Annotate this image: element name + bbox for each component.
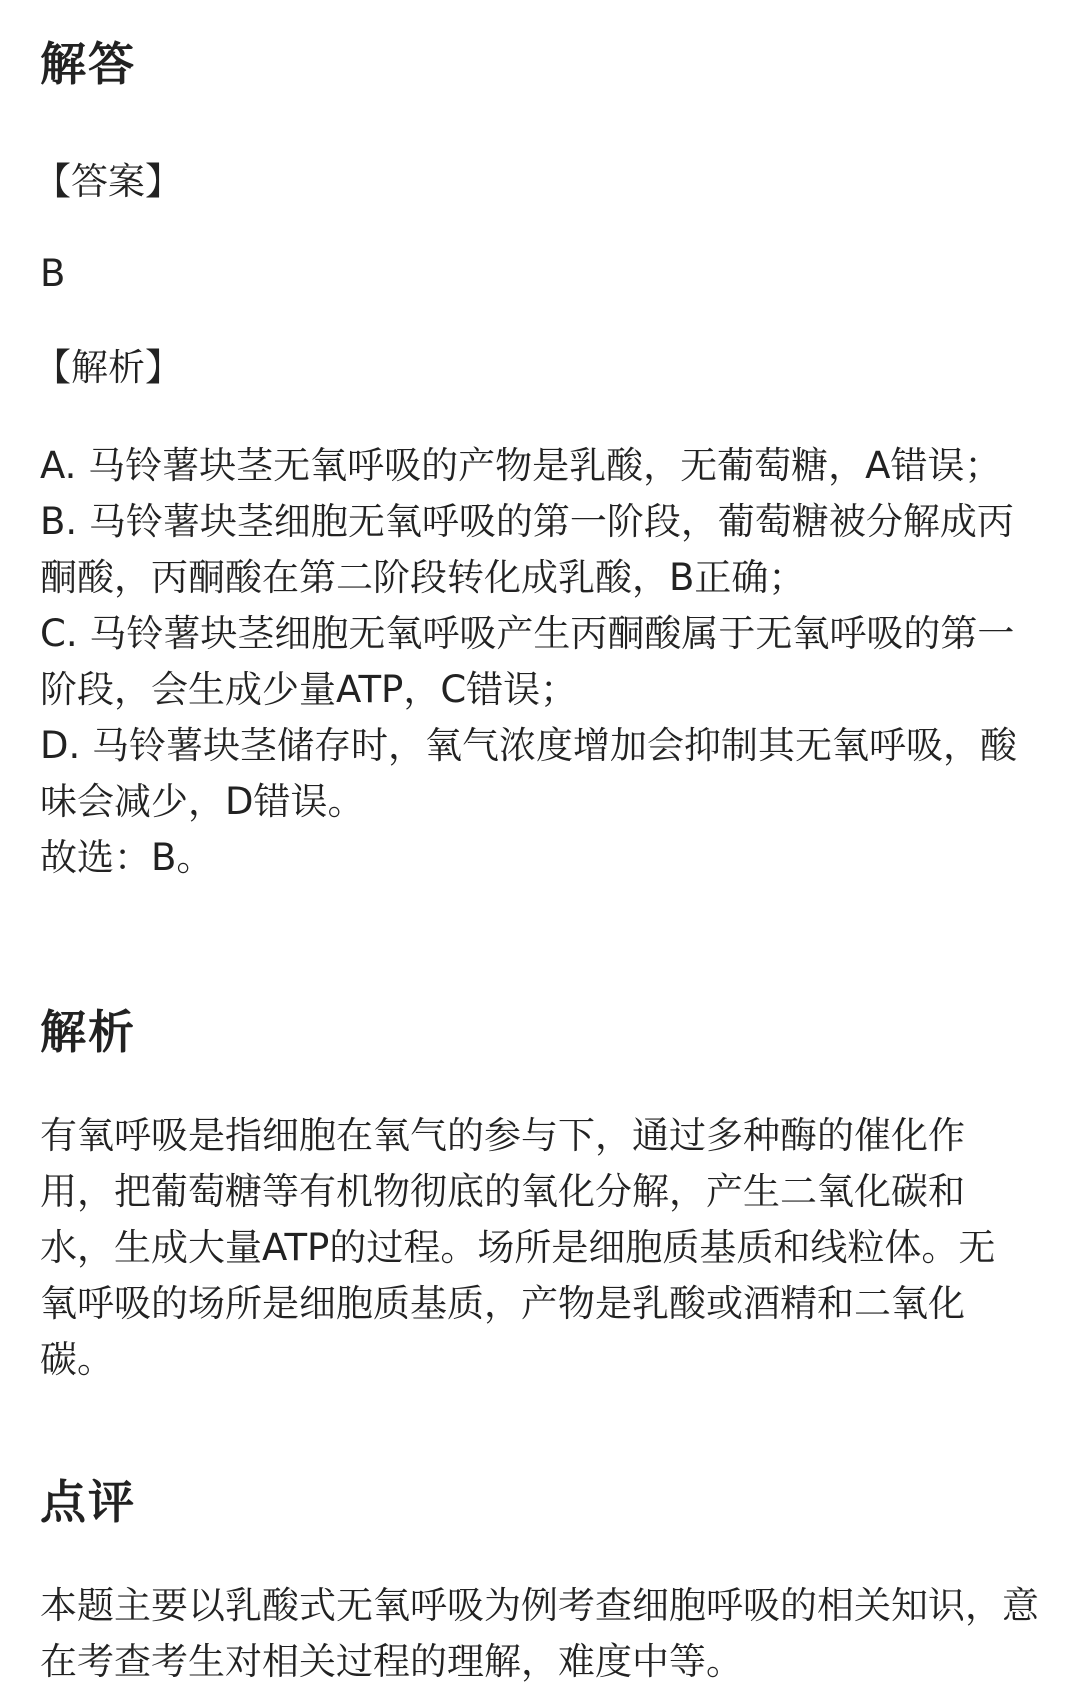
final-choice: 故选：B。	[40, 836, 214, 879]
analysis-section-heading: 解析	[40, 1005, 136, 1059]
comment-text: 本题主要以乳酸式无氧呼吸为例考查细胞呼吸的相关知识，意在考查考生对相关过程的理解，难度中等。	[40, 1584, 1039, 1683]
option-c-explanation: C. 马铃薯块茎细胞无氧呼吸产生丙酮酸属于无氧呼吸的第一阶段，会生成少量ATP，C错误；	[40, 612, 1015, 711]
analysis-text: 有氧呼吸是指细胞在氧气的参与下，通过多种酶的催化作用，把葡萄糖等有机物彻底的氧化分解，产生二氧化碳和水，生成大量ATP的过程。场所是细胞质基质和线粒体。无氧呼吸的场所是细胞质基质，产物是乳酸或酒精和二氧化碳。	[40, 1114, 996, 1381]
option-d-explanation: D. 马铃薯块茎储存时，氧气浓度增加会抑制其无氧呼吸，酸味会减少，D错误。	[40, 724, 1018, 823]
options-explanation	[40, 438, 1040, 886]
option-b-explanation: B. 马铃薯块茎细胞无氧呼吸的第一阶段，葡萄糖被分解成丙酮酸，丙酮酸在第二阶段转化成乳酸，B正确；	[40, 500, 1014, 599]
option-a-explanation: A. 马铃薯块茎无氧呼吸的产物是乳酸，无葡萄糖，A错误；	[40, 444, 1002, 487]
analysis-label: 【解析】	[34, 346, 182, 389]
answer-section-heading: 解答	[40, 37, 136, 91]
answer-value: B	[40, 252, 66, 295]
answer-label: 【答案】	[34, 160, 182, 203]
comment-section-heading: 点评	[40, 1475, 136, 1529]
